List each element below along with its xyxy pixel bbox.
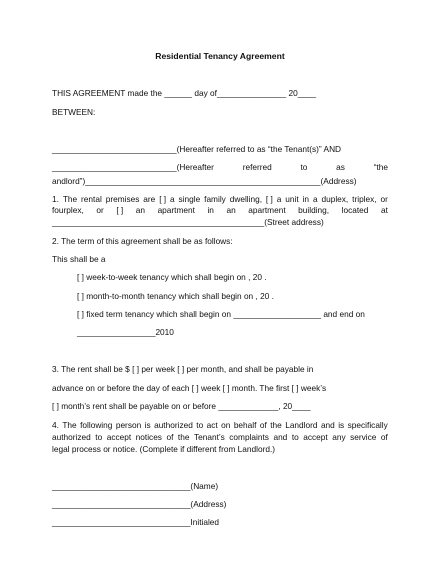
word: authorized [154,420,193,430]
word: on [221,420,231,430]
word: are [143,194,156,204]
shall-be-label: This shall be a [52,254,106,264]
word: referred [242,162,272,172]
signature-name-line: ______________________________(Name) [52,481,219,491]
word: building, [298,205,330,215]
word: an [226,205,236,215]
word: accept [106,432,132,442]
word: complaints [229,432,269,442]
word: a [170,194,175,204]
between-label: BETWEEN: [52,107,96,117]
word: is [144,420,151,430]
word: rental [81,194,102,204]
word: located [341,205,369,215]
word: apartment [157,205,195,215]
tenant-line: ___________________________(Hereafter referred to as “the Tenant(s)” AND [52,144,342,154]
rent-line-2: advance on or before the day of each [ ] week [ ] month. The first [ ] week’s [52,383,327,393]
signature-initialed-line: ______________________________Initialed [52,517,220,527]
word: at [380,205,388,215]
word: [ ] [159,194,167,204]
word: is [338,420,345,430]
word: an [135,205,146,215]
word: 1. [52,194,59,204]
word: 4. [52,420,59,430]
word: Landlord [285,420,318,430]
word: notices [135,432,162,442]
word: The [62,420,77,430]
landlord-line [52,163,388,171]
word: unit [285,194,299,204]
rent-line-3: [ ] month’s rent shall be payable on or before _____________, 20____ [52,401,311,411]
word: in [207,205,214,215]
month-to-month-option: [ ] month-to-month tenancy which shall begin on , 20 . [77,291,274,301]
word: and [320,420,335,430]
word: ___________________________(Hereafter [52,162,214,172]
word: The [62,194,78,204]
word: in [302,194,310,204]
word: or [96,205,104,215]
word: and [273,432,288,442]
word: “the [373,162,388,172]
week-to-week-option: [ ] week-to-week tenancy which shall begin on , 20 . [77,272,267,282]
word: triplex, [352,194,377,204]
word: any [332,432,346,442]
street-address-line: ______________________________________________(Street address) [52,217,324,227]
clause-4-line-2 [52,433,388,441]
word: a [276,194,282,204]
clause-1-line-2 [52,206,388,214]
landlord-address-line: andlord”)___________________________________________________(Address) [52,176,357,186]
word: the [270,420,282,430]
word: behalf [233,420,257,430]
word: dwelling, [229,194,263,204]
word: service [350,432,377,442]
clause-4-line-1 [52,421,388,429]
word: duplex, [321,194,349,204]
word: accept [303,432,328,442]
word: a [312,194,318,204]
word: single [178,194,201,204]
agreement-date-line: THIS AGREEMENT made the ______ day of_______________ 20____ [52,88,317,98]
word: authorized [52,432,91,442]
word: as [336,162,345,172]
clause-4-line-3: legal process or notice. (Complete if different from Landlord.) [52,444,276,454]
word: fourplex, [52,205,84,215]
document-title: Residential Tenancy Agreement [155,51,285,61]
signature-address-line: ______________________________(Address) [52,499,227,509]
word: to [300,162,308,172]
word: act [206,420,218,430]
word: of [380,432,388,442]
word: specifically [347,420,388,430]
word: to [95,432,103,442]
word: apartment [248,205,286,215]
clause-1-line-1 [52,195,388,203]
word: [ ] [265,194,273,204]
fixed-term-option: [ ] fixed term tenancy which shall begin on ___________________ and end on [77,309,365,319]
word: of [166,432,174,442]
word: the [177,432,190,442]
rent-line-1: 3. The rent shall be $ [ ] per week [ ] per month, and shall be payable in [52,364,314,374]
word: [ ] [116,205,124,215]
end-year-line: _________________2010 [77,327,174,337]
word: premises [105,194,140,204]
word: or [380,194,388,204]
word: person [115,420,142,430]
word: Tenant’s [193,432,225,442]
word: of [259,420,267,430]
word: following [80,420,113,430]
clause-2: 2. The term of this agreement shall be as follows: [52,236,233,246]
word: family [204,194,226,204]
word: to [291,432,299,442]
word: to [196,420,204,430]
